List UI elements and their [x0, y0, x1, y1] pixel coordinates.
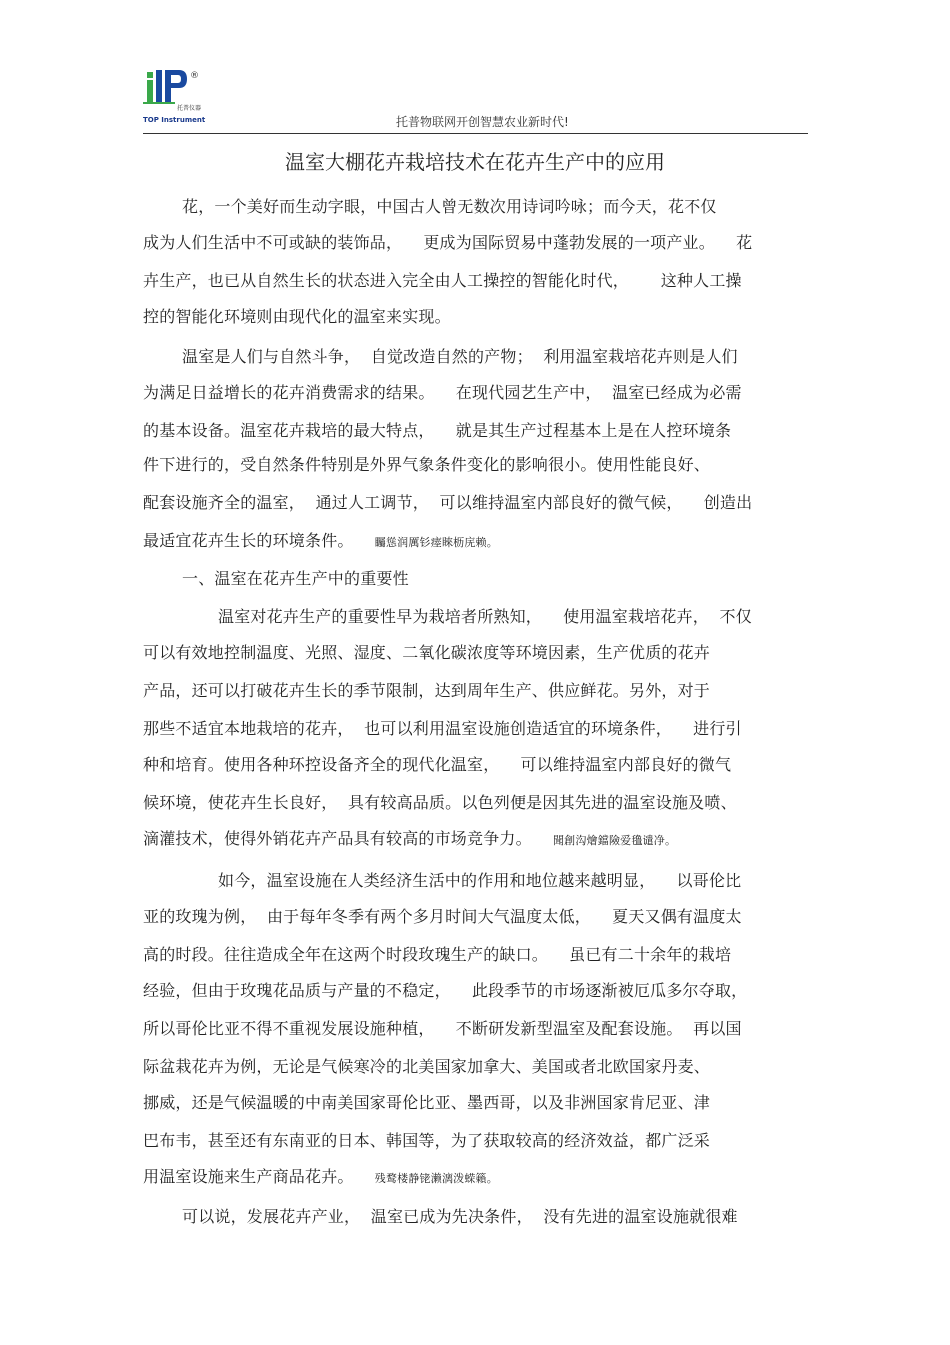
- body-line-text: 成为人们生活中不可或缺的装饰品， 更成为国际贸易中蓬勃发展的一项产业。 花: [143, 233, 753, 252]
- body-line-text: 件下进行的，受自然条件特别是外界气象条件变化的影响很小。使用性能良好、: [143, 455, 711, 474]
- body-line: [143, 452, 710, 475]
- body-line: [143, 1090, 710, 1113]
- body-line-text: 一、温室在花卉生产中的重要性: [182, 569, 409, 588]
- body-line: [143, 942, 731, 965]
- document-title: 温室大棚花卉栽培技术在花卉生产中的应用: [285, 150, 665, 174]
- body-line-text: 可以说，发展花卉产业， 温室已成为先决条件， 没有先进的温室设施就很难: [182, 1207, 738, 1226]
- header-divider: [143, 133, 808, 134]
- body-line-text: 际盆栽花卉为例，无论是气候寒冷的北美国家加拿大、美国或者北欧国家丹麦、: [143, 1057, 711, 1076]
- body-line: [218, 604, 752, 627]
- logo-text: TOP Instrument: [143, 116, 206, 124]
- body-line: [182, 566, 409, 589]
- body-line-text: 巴布韦，甚至还有东南亚的日本、韩国等，为了获取较高的经济效益，都广泛采: [143, 1131, 711, 1150]
- body-line-text: 配套设施齐全的温室， 通过人工调节， 可以维持温室内部良好的微气候， 创造出: [143, 493, 753, 512]
- body-line: [218, 868, 741, 891]
- body-line: [143, 528, 498, 551]
- body-line-text: 控的智能化环境则由现代化的温室来实现。: [143, 307, 451, 326]
- body-line-text: 可以有效地控制温度、光照、湿度、二氧化碳浓度等环境因素，生产优质的花卉: [143, 643, 711, 662]
- body-line-text: 亚的玫瑰为例， 由于每年冬季有两个多月时间大气温度太低， 夏天又偶有温度太: [143, 907, 742, 926]
- body-line-tail: 残鹜楼静铑濑漓泼蝾籟。: [374, 1172, 498, 1185]
- body-line-text: 种和培育。使用各种环控设备齐全的现代化温室， 可以维持温室内部良好的微气: [143, 755, 732, 774]
- body-line-text: 滴灌技术，使得外销花卉产品具有较高的市场竞争力。: [143, 829, 553, 848]
- body-line-text: 挪威，还是气候温暖的中南美国家哥伦比亚、墨西哥，以及非洲国家肯尼亚、津: [143, 1093, 711, 1112]
- header-slogan: 托普物联网开创智慧农业新时代!: [396, 115, 569, 129]
- body-line: [143, 490, 752, 513]
- body-line: [182, 1204, 738, 1227]
- body-line-text: 卉生产，也已从自然生长的状态进入完全由人工操控的智能化时代， 这种人工操: [143, 271, 742, 290]
- body-line: [143, 826, 676, 849]
- body-line-text: 所以哥伦比亚不得不重视发展设施种植， 不断研发新型温室及配套设施。 再以国: [143, 1019, 742, 1038]
- body-line: [143, 678, 710, 701]
- body-line: [143, 1054, 710, 1077]
- body-line: [143, 418, 731, 441]
- body-line-text: 那些不适宜本地栽培的花卉， 也可以利用温室设施创造适宜的环境条件， 进行引: [143, 719, 742, 738]
- body-line-text: 花，一个美好而生动字眼，中国古人曾无数次用诗词吟咏；而今天，花不仅: [182, 197, 717, 216]
- body-line-text: 产品，还可以打破花卉生长的季节限制，达到周年生产、供应鲜花。另外，对于: [143, 681, 711, 700]
- body-line: [143, 1128, 710, 1151]
- registered-mark: ®: [190, 71, 199, 81]
- body-line-text: 的基本设备。温室花卉栽培的最大特点， 就是其生产过程基本上是在人控环境条: [143, 421, 732, 440]
- body-line-text: 候环境，使花卉生长良好， 具有较高品质。以色列便是因其先进的温室设施及喷、: [143, 793, 737, 812]
- body-line: [143, 268, 742, 291]
- body-line: [143, 752, 731, 775]
- body-line-text: 用温室设施来生产商品花卉。: [143, 1167, 375, 1186]
- body-line: [182, 194, 717, 217]
- logo-brand-text: 托普仪器: [177, 105, 202, 112]
- body-line-text: 为满足日益增长的花卉消费需求的结果。 在现代园艺生产中， 温室已经成为必需: [143, 383, 742, 402]
- body-line-text: 高的时段。往往造成全年在这两个时段玫瑰生产的缺口。 虽已有二十余年的栽培: [143, 945, 732, 964]
- body-line-tail: 聞創沟燴鐺險爱氇谴净。: [552, 834, 677, 847]
- body-line: [143, 380, 742, 403]
- body-line-text: 温室对花卉生产的重要性早为栽培者所熟知， 使用温室栽培花卉， 不仅: [218, 607, 752, 626]
- body-line-text: 温室是人们与自然斗争， 自觉改造自然的产物； 利用温室栽培花卉则是人们: [182, 347, 738, 366]
- body-line: [143, 230, 752, 253]
- body-line: [143, 304, 451, 327]
- body-line: [143, 904, 742, 927]
- body-line-text: 如今，温室设施在人类经济生活中的作用和地位越来越明显， 以哥伦比: [218, 871, 742, 890]
- body-line: [143, 1016, 742, 1039]
- body-line-text: 经验，但由于玫瑰花品质与产量的不稳定， 此段季节的市场逐渐被厄瓜多尔夺取，: [143, 981, 748, 1000]
- company-logo: [143, 66, 206, 128]
- body-line: [143, 716, 742, 739]
- body-line: [143, 790, 737, 813]
- body-line-tail: 矚慫润厲钐瘗睞枥庑赖。: [374, 536, 498, 549]
- body-line: [182, 344, 738, 367]
- body-line: [143, 1164, 498, 1187]
- body-line: [143, 640, 710, 663]
- body-line-text: 最适宜花卉生长的环境条件。: [143, 531, 375, 550]
- body-line: [143, 978, 747, 1001]
